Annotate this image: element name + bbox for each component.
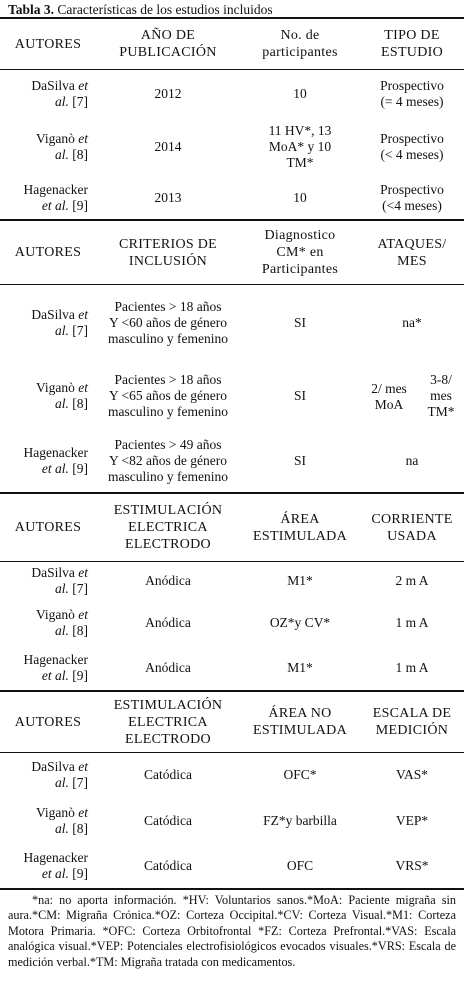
table-row [0,176,464,219]
cell-col4: Prospectivo (< 4 meses) [380,130,444,162]
cell-col3: M1* [287,572,313,588]
cell-col2: Catódica [144,767,192,782]
cell-col4: VRS* [395,857,429,873]
cell-col4: 2 m A [395,572,429,588]
et-al: et al. [41,197,69,213]
header-col2: ESTIMULACIÓN ELECTRICA ELECTRODO [113,697,223,747]
et-al: al. [54,94,69,109]
cell-col3: SI [293,387,306,403]
table-row [0,71,464,117]
header-col3: ÁREA NO ESTIMULADA [253,706,347,738]
author-name: Hagenacker [23,651,88,667]
author-cell [0,176,96,219]
author-cell [0,284,96,361]
author-name: Viganò [35,130,75,146]
reference: [9] [72,667,88,683]
header-col3: Diagnostico CM* en Participantes [261,228,339,277]
header-autores: AUTORES [14,520,82,535]
author-cell [0,752,96,798]
attacks-moa: 2/ mes MoA [371,381,407,412]
et-al: et [78,564,88,580]
table-row [0,117,464,176]
table-number: Tabla 3. [8,2,55,17]
cell-col3: 10 [293,86,307,101]
cell-col2: Anódica [145,659,191,675]
reference: [9] [72,461,88,476]
reference: [9] [72,197,88,213]
cell-col3: SI [293,453,306,468]
table-row [0,645,464,690]
et-al: al. [54,395,69,411]
table-footnote [8,893,456,970]
author-cell [0,600,96,645]
author-name: Hagenacker [23,445,88,460]
et-al: et [78,379,88,395]
et-al: al. [54,820,69,836]
author-cell [0,843,96,888]
author-name: DaSilva [31,78,75,93]
header-col2: AÑO DE PUBLICACIÓN [119,28,217,60]
reference: [7] [72,94,88,109]
cell-col3: FZ*y barbilla [263,812,337,828]
author-name: DaSilva [31,564,75,580]
header-row [0,19,464,69]
cell-col4: 1 m A [395,614,429,630]
table-rule [0,69,464,70]
header-autores: AUTORES [14,36,82,52]
cell-col3: M1* [287,659,313,675]
cell-col3: 10 [293,189,307,205]
author-cell [0,117,96,176]
header-col4: TIPO DE ESTUDIO [381,28,443,60]
header-autores: AUTORES [14,245,82,260]
cell-col2: Catódica [144,812,192,828]
reference: [7] [72,775,88,790]
et-al: et al. [41,461,69,476]
header-col3: ÁREA ESTIMULADA [253,511,347,544]
cell-col2: 2012 [154,86,182,101]
table-caption: Características de los estudios incluidos [54,2,273,17]
author-cell [0,361,96,430]
header-row [0,692,464,752]
footnote-text: *na: no aporta información. *HV: Voluntarios sanos.*MoA: Paciente migraña sin aura.*CM: Migraña Crónica.*OZ: Corteza Occipital.*CV: Corteza Visual.*M1: Corteza Motora Primaria. *OFC: Corteza Orbitofrontal *FZ: Corteza Prefrontal.*VAS: Escala analógica visual.*VEP: Potenciales electrofisiológicos evocados visuales.*VRS: Escala de medición verbal.*TM: Migraña tratada con medicamentos. [8,893,456,969]
author-name: Hagenacker [23,849,88,865]
table-row [0,798,464,843]
et-al: et [78,78,88,93]
reference: [8] [72,622,88,638]
author-name: DaSilva [31,759,75,774]
author-name: DaSilva [31,306,75,322]
cell-col2: Pacientes > 18 años Y <65 años de género masculino y femenino [108,371,228,419]
et-al: et [78,606,88,622]
reference: [9] [72,865,88,881]
et-al: et al. [41,865,69,881]
table-row [0,284,464,361]
table-row [0,430,464,492]
header-col4: ESCALA DE MEDICIÓN [372,706,452,738]
header-col4: CORRIENTE USADA [371,511,453,544]
et-al: al. [54,146,69,162]
cell-col2: Catódica [144,857,192,873]
et-al: al. [54,622,69,638]
reference: [7] [72,322,88,338]
author-name: Viganò [35,804,75,820]
table-row [0,600,464,645]
cell-col3: OFC* [283,767,317,782]
cell-col4: VAS* [395,767,429,782]
reference: [8] [72,146,88,162]
reference: [8] [72,395,88,411]
et-al: et [78,306,88,322]
reference: [7] [72,580,88,596]
cell-col4: Prospectivo (<4 meses) [380,181,444,213]
cell-col4: na [405,453,419,468]
cell-col2: Anódica [145,614,191,630]
cell-col4: na* [402,314,422,330]
attacks-tm: 3-8/ mes TM* [427,372,455,419]
cell-col2: Pacientes > 18 años Y <60 años de género masculino y femenino [108,298,228,346]
table-row [0,843,464,888]
cell-col4: Prospectivo (= 4 meses) [380,78,444,109]
author-name: Hagenacker [23,181,88,197]
author-cell [0,645,96,690]
cell-col2: Pacientes > 49 años Y <82 años de género masculino y femenino [108,437,228,484]
cell-col3: OFC [286,857,314,873]
table-row [0,561,464,600]
et-al: et [78,130,88,146]
cell-col2: 2014 [154,138,182,154]
table-title [8,2,273,18]
header-col2: CRITERIOS DE INCLUSIÓN [118,236,218,269]
header-autores: AUTORES [14,714,82,730]
header-col4: ATAQUES/ MES [377,236,447,269]
header-col2: ESTIMULACIÓN ELECTRICA ELECTRODO [113,503,223,552]
author-cell [0,798,96,843]
table-row [0,361,464,430]
cell-col2: Anódica [145,572,191,588]
author-cell [0,71,96,117]
header-row [0,494,464,561]
cell-col3: OZ*y CV* [269,614,331,630]
cell-col4: 1 m A [395,659,429,675]
et-al: al. [54,322,69,338]
author-name: Viganò [35,379,75,395]
cell-col3: 11 HV*, 13 MoA* y 10 TM* [268,122,332,170]
cell-col4 [360,361,464,430]
author-name: Viganò [35,606,75,622]
reference: [8] [72,820,88,836]
et-al: et [78,759,88,774]
author-cell [0,561,96,600]
et-al: al. [54,775,69,790]
author-cell [0,430,96,492]
header-row [0,221,464,284]
table-row [0,752,464,798]
header-col3: No. de participantes [262,28,338,60]
cell-col4: VEP* [395,812,429,828]
et-al: et al. [41,667,69,683]
cell-col2: 2013 [154,189,182,205]
et-al: et [78,804,88,820]
et-al: al. [54,580,69,596]
cell-col3: SI [293,314,306,330]
table-rule [0,888,464,890]
